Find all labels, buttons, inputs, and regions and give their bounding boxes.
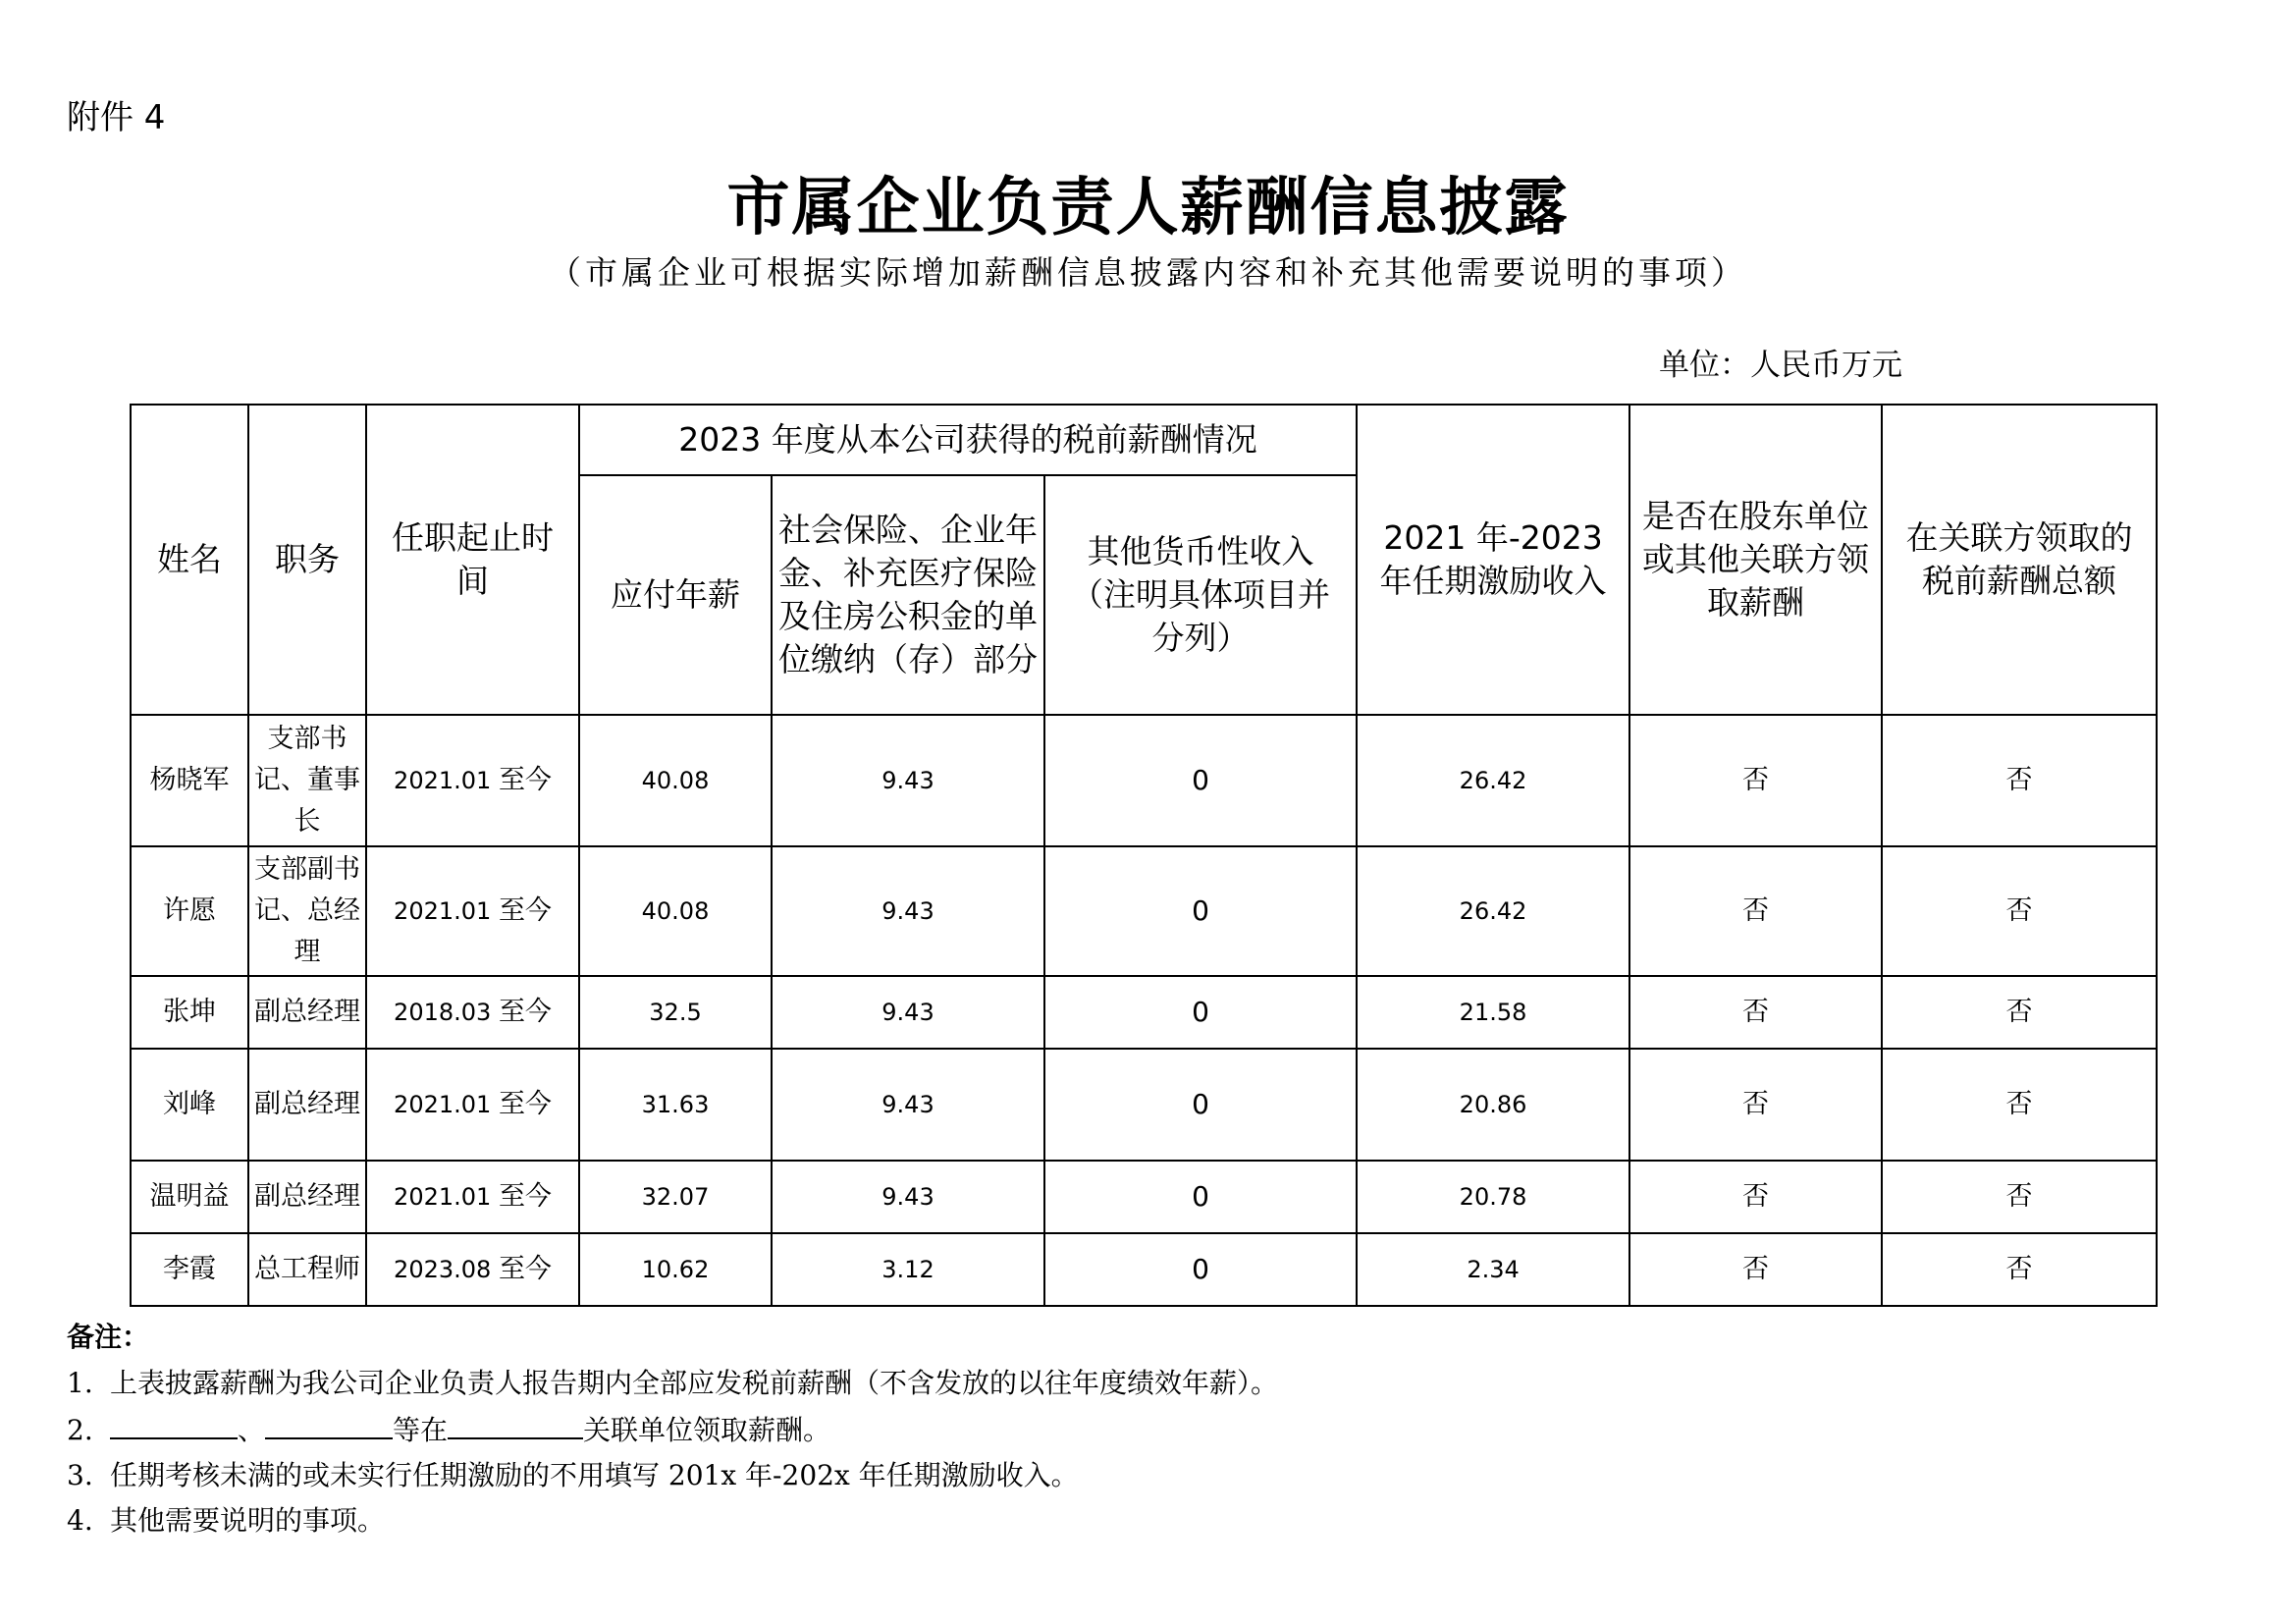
note-3 xyxy=(67,1459,1278,1492)
cell-related-total: 否 xyxy=(1882,1049,2157,1161)
cell-position: 支部副书记、总经理 xyxy=(248,846,366,976)
tenure-date: 2021.01 xyxy=(394,1183,492,1211)
cell-social-insurance: 9.43 xyxy=(772,1161,1044,1233)
tenure-suffix: 至今 xyxy=(498,895,552,926)
header-position: 职务 xyxy=(248,405,366,715)
table-row xyxy=(131,1233,2157,1306)
tenure-date: 2021.01 xyxy=(394,1091,492,1118)
attachment-label: 附件 4 xyxy=(67,98,166,137)
note-1 xyxy=(67,1367,1278,1400)
tenure-suffix: 至今 xyxy=(498,765,552,795)
cell-social-insurance: 9.43 xyxy=(772,976,1044,1049)
table-row xyxy=(131,715,2157,846)
cell-annual-salary: 32.07 xyxy=(579,1161,772,1233)
note-number: 4. xyxy=(67,1504,93,1537)
table-row xyxy=(131,976,2157,1049)
cell-name: 刘峰 xyxy=(131,1049,248,1161)
cell-tenure xyxy=(366,715,579,846)
cell-tenure xyxy=(366,1233,579,1306)
cell-tenure xyxy=(366,1049,579,1161)
cell-social-insurance: 9.43 xyxy=(772,846,1044,976)
blank-line xyxy=(265,1412,393,1439)
table-row xyxy=(131,846,2157,976)
note-number: 3. xyxy=(67,1459,93,1491)
cell-social-insurance: 9.43 xyxy=(772,715,1044,846)
cell-shareholder-pay: 否 xyxy=(1629,1233,1882,1306)
notes-section xyxy=(67,1316,1278,1549)
cell-incentive: 26.42 xyxy=(1357,715,1629,846)
table-header-row xyxy=(131,405,2157,475)
cell-annual-salary: 10.62 xyxy=(579,1233,772,1306)
tenure-date: 2021.01 xyxy=(394,767,492,794)
header-annual-salary: 应付年薪 xyxy=(579,475,772,715)
table-row xyxy=(131,1161,2157,1233)
tenure-suffix: 至今 xyxy=(498,1254,552,1284)
cell-incentive: 26.42 xyxy=(1357,846,1629,976)
header-related-total: 在关联方领取的税前薪酬总额 xyxy=(1882,405,2157,715)
note-text: 任期考核未满的或未实行任期激励的不用填写 201x 年-202x 年任期激励收入。 xyxy=(110,1459,1079,1491)
tenure-date: 2018.03 xyxy=(394,999,492,1026)
unit-label: 单位：人民币万元 xyxy=(1659,348,1902,383)
cell-position: 副总经理 xyxy=(248,976,366,1049)
blank-line xyxy=(110,1412,238,1439)
cell-annual-salary: 40.08 xyxy=(579,846,772,976)
cell-name: 李霞 xyxy=(131,1233,248,1306)
cell-other-income: 0 xyxy=(1044,1049,1357,1161)
note-text: 关联单位领取薪酬。 xyxy=(583,1414,831,1446)
cell-name: 杨晓军 xyxy=(131,715,248,846)
cell-incentive: 21.58 xyxy=(1357,976,1629,1049)
cell-name: 许愿 xyxy=(131,846,248,976)
table-row xyxy=(131,1049,2157,1161)
header-name: 姓名 xyxy=(131,405,248,715)
note-text: 等在 xyxy=(393,1414,449,1446)
cell-other-income: 0 xyxy=(1044,976,1357,1049)
cell-related-total: 否 xyxy=(1882,1161,2157,1233)
cell-position: 副总经理 xyxy=(248,1049,366,1161)
cell-tenure xyxy=(366,1161,579,1233)
note-separator: 、 xyxy=(238,1414,266,1446)
cell-position: 支部书记、董事长 xyxy=(248,715,366,846)
header-shareholder-pay: 是否在股东单位或其他关联方领取薪酬 xyxy=(1629,405,1882,715)
cell-position: 总工程师 xyxy=(248,1233,366,1306)
header-tenure: 任职起止时间 xyxy=(366,405,579,715)
note-4 xyxy=(67,1504,1278,1538)
cell-other-income: 0 xyxy=(1044,715,1357,846)
cell-name: 温明益 xyxy=(131,1161,248,1233)
cell-incentive: 2.34 xyxy=(1357,1233,1629,1306)
cell-shareholder-pay: 否 xyxy=(1629,1161,1882,1233)
cell-shareholder-pay: 否 xyxy=(1629,846,1882,976)
note-number: 2. xyxy=(67,1414,93,1446)
header-incentive: 2021 年-2023 年任期激励收入 xyxy=(1357,405,1629,715)
tenure-suffix: 至今 xyxy=(498,1181,552,1212)
note-text: 上表披露薪酬为我公司企业负责人报告期内全部应发税前薪酬（不含发放的以往年度绩效年薪）。 xyxy=(110,1367,1279,1399)
cell-related-total: 否 xyxy=(1882,1233,2157,1306)
cell-tenure xyxy=(366,846,579,976)
cell-social-insurance: 9.43 xyxy=(772,1049,1044,1161)
page-title: 市属企业负责人薪酬信息披露 xyxy=(726,171,1570,244)
cell-other-income: 0 xyxy=(1044,1161,1357,1233)
cell-shareholder-pay: 否 xyxy=(1629,976,1882,1049)
cell-annual-salary: 31.63 xyxy=(579,1049,772,1161)
page-subtitle: （市属企业可根据实际增加薪酬信息披露内容和补充其他需要说明的事项） xyxy=(549,253,1747,292)
cell-annual-salary: 40.08 xyxy=(579,715,772,846)
cell-name: 张坤 xyxy=(131,976,248,1049)
cell-annual-salary: 32.5 xyxy=(579,976,772,1049)
notes-heading: 备注： xyxy=(67,1321,150,1353)
note-2 xyxy=(67,1412,1278,1447)
cell-social-insurance: 3.12 xyxy=(772,1233,1044,1306)
note-number: 1. xyxy=(67,1367,93,1399)
header-social-insurance: 社会保险、企业年金、补充医疗保险及住房公积金的单位缴纳（存）部分 xyxy=(772,475,1044,715)
tenure-suffix: 至今 xyxy=(498,997,552,1027)
tenure-date: 2023.08 xyxy=(394,1256,492,1283)
header-2023-group: 2023 年度从本公司获得的税前薪酬情况 xyxy=(579,405,1357,475)
tenure-date: 2021.01 xyxy=(394,897,492,925)
salary-table xyxy=(130,404,2158,1307)
cell-incentive: 20.86 xyxy=(1357,1049,1629,1161)
cell-position: 副总经理 xyxy=(248,1161,366,1233)
header-other-income: 其他货币性收入（注明具体项目并分列） xyxy=(1044,475,1357,715)
tenure-suffix: 至今 xyxy=(498,1089,552,1119)
cell-other-income: 0 xyxy=(1044,1233,1357,1306)
cell-shareholder-pay: 否 xyxy=(1629,715,1882,846)
cell-incentive: 20.78 xyxy=(1357,1161,1629,1233)
blank-line xyxy=(448,1412,583,1439)
cell-tenure xyxy=(366,976,579,1049)
cell-other-income: 0 xyxy=(1044,846,1357,976)
cell-shareholder-pay: 否 xyxy=(1629,1049,1882,1161)
cell-related-total: 否 xyxy=(1882,715,2157,846)
cell-related-total: 否 xyxy=(1882,846,2157,976)
note-text: 其他需要说明的事项。 xyxy=(110,1504,386,1537)
cell-related-total: 否 xyxy=(1882,976,2157,1049)
